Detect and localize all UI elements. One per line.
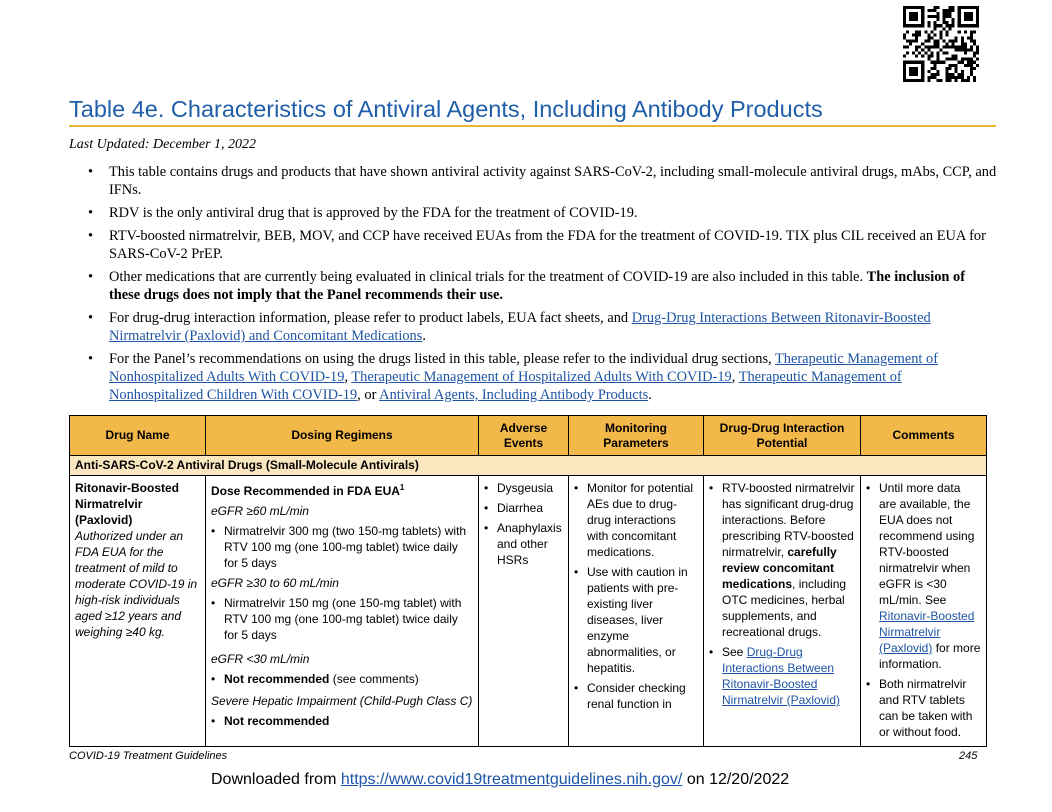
header-adverse-events: Adverse Events xyxy=(479,416,569,456)
egfr-label: eGFR ≥30 to 60 mL/min xyxy=(211,576,339,590)
antiviral-agents-link[interactable]: Antiviral Agents, Including Antibody Products xyxy=(379,387,649,403)
hospitalized-adults-link[interactable]: Therapeutic Management of Hospitalized Adults With COVID-19 xyxy=(351,369,732,385)
nonhospitalized-children-link[interactable]: Therapeutic Management of Nonhospitalized Children With COVID-19 xyxy=(109,369,902,403)
intro-bullet: • RDV is the only antiviral drug that is approved by the FDA for the treatment of COVID-19. xyxy=(88,205,638,221)
ddi-item: • RTV-boosted nirmatrelvir has significant drug-drug interactions. Before prescribing RTV-boosted nirmatrelvir, carefully review concomitant medications, including OTC medicines, herbal supplements, and recreational drugs. xyxy=(709,481,855,639)
drug-name: Ritonavir-Boosted Nirmatrelvir (Paxlovid) xyxy=(75,481,180,527)
ddi-item: • See Drug-Drug Interactions Between Ritonavir-Boosted Nirmatrelvir (Paxlovid) xyxy=(709,645,841,707)
footer-guidelines-label: COVID-19 Treatment Guidelines xyxy=(69,750,228,762)
nonhospitalized-adults-link[interactable]: Therapeutic Management of Nonhospitalized Adults With COVID-19 xyxy=(109,351,939,385)
table-row xyxy=(70,476,987,747)
adverse-event-item: • Diarrhea xyxy=(484,501,544,515)
drug-authorization-note: Authorized under an FDA EUA for the treatment of mild to moderate COVID-19 in high-risk individuals aged ≥12 years and weighing ≥40 kg. xyxy=(75,529,198,639)
hepatic-label: Severe Hepatic Impairment (Child-Pugh Class C) xyxy=(211,694,473,708)
comment-item: • Until more data are available, the EUA does not recommend using RTV-boosted nirmatrelvir when eGFR is <30 mL/min. See Ritonavir-Boosted Nirmatrelvir (Paxlovid) for more information. xyxy=(866,481,981,671)
egfr-label: eGFR <30 mL/min xyxy=(211,652,310,666)
intro-bullet: • For drug-drug interaction information, please refer to product labels, EUA fact sheets, and Drug-Drug Interactions Between Ritonavir-Boosted Nirmatrelvir (Paxlovid) and Concomitant Medications. xyxy=(88,310,931,344)
page-number: 245 xyxy=(959,750,978,762)
comment-item: • Both nirmatrelvir and RTV tablets can be taken with or without food. xyxy=(866,677,973,739)
ddi-paxlovid-link[interactable]: Drug-Drug Interactions Between Ritonavir-Boosted Nirmatrelvir (Paxlovid) and Concomitant Medications xyxy=(109,310,931,344)
adverse-event-item: • Anaphylaxis and other HSRs xyxy=(484,521,562,567)
dose-item: • Nirmatrelvir 150 mg (one 150-mg tablet) with RTV 100 mg (one 100-mg tablet) twice daily for 5 days xyxy=(211,596,462,642)
dosing-cell xyxy=(206,476,479,747)
category-row: Anti-SARS-CoV-2 Antiviral Drugs (Small-Molecule Antivirals) xyxy=(70,456,987,476)
last-updated: Last Updated: December 1, 2022 xyxy=(69,137,257,152)
monitoring-item: • Monitor for potential AEs due to drug-drug interactions with concomitant medications. xyxy=(574,481,694,559)
title-divider xyxy=(69,125,996,127)
adverse-events-cell xyxy=(479,476,569,747)
dose-item: • Not recommended xyxy=(211,714,330,728)
intro-bullet: • For the Panel’s recommendations on using the drugs listed in this table, please refer to the individual drug sections, Therapeutic Management of Nonhospitalized Adults With COVID-19, Therapeutic Management of Hospitalized Adults With COVID-19, Therapeutic Management of Nonhospitalized Children With COVID-19, or Antiviral Agents, Including Antibody Products. xyxy=(88,351,939,403)
intro-bullet: • Other medications that are currently being evaluated in clinical trials for the treatment of COVID-19 are also included in this table. The inclusion of these drugs does not imply that the Panel recommends their use. xyxy=(88,269,966,303)
dose-title: Dose Recommended in FDA EUA$^1$ xyxy=(211,483,405,498)
header-comments: Comments xyxy=(861,416,987,456)
comments-cell xyxy=(861,476,987,747)
monitoring-item: • Consider checking renal function in xyxy=(574,681,686,711)
drug-name-cell xyxy=(70,476,206,747)
ddi-table-link[interactable]: Drug-Drug Interactions Between Ritonavir-Boosted Nirmatrelvir (Paxlovid) xyxy=(722,645,841,707)
egfr-label: eGFR ≥60 mL/min xyxy=(211,504,309,518)
monitoring-cell xyxy=(569,476,704,747)
header-drug-name: Drug Name xyxy=(70,416,206,456)
download-notice: Downloaded from https://www.covid19treatmentguidelines.nih.gov/ on 12/20/2022 xyxy=(211,771,790,788)
intro-bullet-list xyxy=(88,163,998,409)
paxlovid-section-link[interactable]: Ritonavir-Boosted Nirmatrelvir (Paxlovid) xyxy=(879,609,975,655)
adverse-event-item: • Dysgeusia xyxy=(484,481,554,495)
qr-code-icon xyxy=(903,6,979,82)
page-title: Table 4e. Characteristics of Antiviral Agents, Including Antibody Products xyxy=(69,96,823,122)
guidelines-url-link[interactable]: https://www.covid19treatmentguidelines.nih.gov/ xyxy=(340,771,683,788)
intro-bullet: • This table contains drugs and products that have shown antiviral activity against SARS-CoV-2, including small-molecule antiviral drugs, mAbs, CCP, and IFNs. xyxy=(88,164,997,198)
ddi-cell xyxy=(704,476,861,747)
dose-item: • Nirmatrelvir 300 mg (two 150-mg tablets) with RTV 100 mg (one 100-mg tablet) twice daily for 5 days xyxy=(211,524,467,570)
intro-bullet: • RTV-boosted nirmatrelvir, BEB, MOV, and CCP have received EUAs from the FDA for the treatment of COVID-19. TIX plus CIL received an EUA for SARS-CoV-2 PrEP. xyxy=(88,228,986,262)
monitoring-item: • Use with caution in patients with pre-existing liver diseases, liver enzyme abnormalities, or hepatitis. xyxy=(574,565,688,675)
dose-item: • Not recommended (see comments) xyxy=(211,672,419,686)
header-dosing-regimens: Dosing Regimens xyxy=(206,416,479,456)
antiviral-table xyxy=(69,415,987,747)
header-ddi-potential: Drug-Drug Interaction Potential xyxy=(704,416,861,456)
header-monitoring-parameters: Monitoring Parameters xyxy=(569,416,704,456)
